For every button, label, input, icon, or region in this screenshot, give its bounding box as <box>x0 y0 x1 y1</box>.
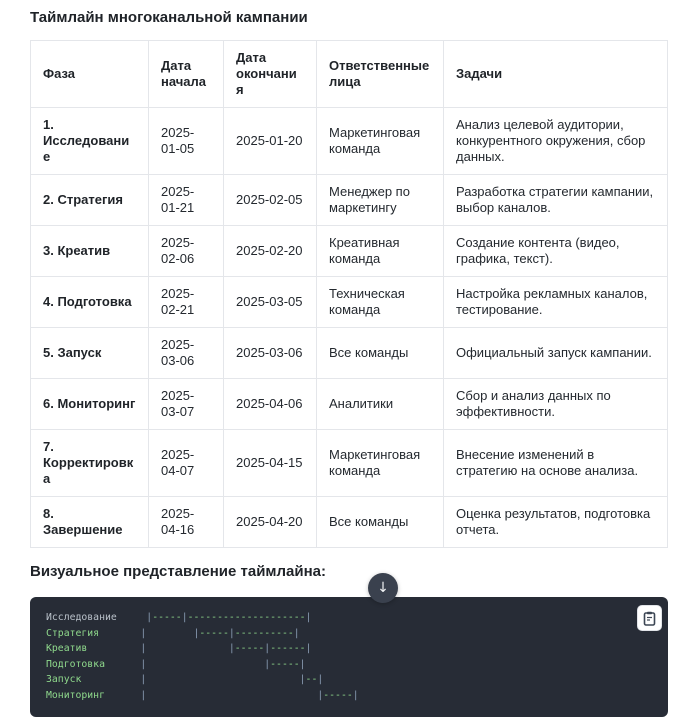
bar-dash: ----- <box>270 658 300 670</box>
bar-pipe: | <box>140 627 147 639</box>
table-cell-owners: Техническая команда <box>317 277 444 328</box>
table-cell-end: 2025-03-05 <box>224 277 317 328</box>
table-cell-end: 2025-02-05 <box>224 175 317 226</box>
column-header: Фаза <box>31 41 149 108</box>
timeline-phase-label: Исследование <box>46 612 117 623</box>
table-row <box>31 277 668 328</box>
bar-pipe: | <box>140 689 147 701</box>
timeline-line <box>46 626 658 642</box>
code-block <box>30 597 668 717</box>
bar-pipe: | <box>293 627 300 639</box>
timeline-phase-label: Креатив <box>46 643 88 655</box>
bar-pipe: | <box>181 612 188 623</box>
table-cell-start: 2025-04-16 <box>149 497 224 548</box>
table-cell-tasks: Сбор и анализ данных по эффективности. <box>444 379 668 430</box>
bar-dash: ----- <box>323 689 353 701</box>
table-cell-owners: Все команды <box>317 497 444 548</box>
table-cell-end: 2025-03-06 <box>224 328 317 379</box>
bar-pipe: | <box>193 627 200 639</box>
bar-pipe: | <box>140 658 147 670</box>
table-cell-phase: 5. Запуск <box>31 328 149 379</box>
table-cell-owners: Аналитики <box>317 379 444 430</box>
bar-pipe: | <box>228 627 235 639</box>
scroll-to-bottom-button[interactable] <box>368 573 398 603</box>
bar-pipe: | <box>305 612 312 623</box>
table-cell-tasks: Разработка стратегии кампании, выбор каналов. <box>444 175 668 226</box>
bar-pipe: | <box>317 674 324 686</box>
table-cell-tasks: Создание контента (видео, графика, текст). <box>444 226 668 277</box>
bar-dash: -------------------- <box>187 612 306 623</box>
table-row <box>31 379 668 430</box>
table-cell-start: 2025-01-21 <box>149 175 224 226</box>
table-row <box>31 175 668 226</box>
table-cell-start: 2025-02-21 <box>149 277 224 328</box>
table-cell-phase: 7. Корректировка <box>31 430 149 497</box>
bar-dash: -- <box>305 674 318 686</box>
table-cell-start: 2025-03-06 <box>149 328 224 379</box>
bar-pipe: | <box>352 689 359 701</box>
table-cell-phase: 3. Креатив <box>31 226 149 277</box>
table-cell-tasks: Настройка рекламных каналов, тестирование. <box>444 277 668 328</box>
bar-dash: ----- <box>199 627 229 639</box>
table-cell-start: 2025-03-07 <box>149 379 224 430</box>
table-cell-start: 2025-01-05 <box>149 108 224 175</box>
table-cell-end: 2025-02-20 <box>224 226 317 277</box>
timeline-phase-label: Стратегия <box>46 627 100 639</box>
timeline-line <box>46 672 658 688</box>
table-cell-owners: Маркетинговая команда <box>317 108 444 175</box>
timeline-line <box>46 641 658 657</box>
bar-pipe: | <box>264 643 271 655</box>
timeline-subtitle: Визуальное представление таймлайна: <box>30 563 327 580</box>
table-cell-end: 2025-01-20 <box>224 108 317 175</box>
column-header: Дата окончания <box>224 41 317 108</box>
column-header: Дата начала <box>149 41 224 108</box>
table-cell-tasks: Анализ целевой аудитории, конкурентного окружения, сбор данных. <box>444 108 668 175</box>
table-cell-start: 2025-04-07 <box>149 430 224 497</box>
bar-pipe: | <box>228 643 235 655</box>
table-row <box>31 328 668 379</box>
table-cell-tasks: Внесение изменений в стратегию на основе анализа. <box>444 430 668 497</box>
bar-pipe: | <box>317 689 324 701</box>
table-cell-phase: 8. Завершение <box>31 497 149 548</box>
table-cell-start: 2025-02-06 <box>149 226 224 277</box>
arrow-down-icon: ↓ <box>377 580 389 596</box>
table-row <box>31 430 668 497</box>
column-header: Ответственные лица <box>317 41 444 108</box>
table-cell-end: 2025-04-06 <box>224 379 317 430</box>
table-row <box>31 497 668 548</box>
column-header: Задачи <box>444 41 668 108</box>
copy-code-button[interactable] <box>637 605 662 631</box>
bar-pipe: | <box>305 643 312 655</box>
ascii-timeline <box>30 597 668 714</box>
timeline-line <box>46 610 658 626</box>
table-row <box>31 108 668 175</box>
campaign-timeline-table <box>30 40 668 548</box>
table-cell-phase: 1. Исследование <box>31 108 149 175</box>
bar-pipe: | <box>146 612 153 623</box>
bar-dash: ------ <box>270 643 306 655</box>
table-cell-owners: Менеджер по маркетингу <box>317 175 444 226</box>
table-header-row <box>31 41 668 108</box>
timeline-phase-label: Мониторинг <box>46 689 105 701</box>
table-cell-tasks: Оценка результатов, подготовка отчета. <box>444 497 668 548</box>
timeline-phase-label: Подготовка <box>46 658 105 670</box>
timeline-line <box>46 688 658 704</box>
table-cell-owners: Все команды <box>317 328 444 379</box>
table-cell-phase: 4. Подготовка <box>31 277 149 328</box>
bar-pipe: | <box>299 674 306 686</box>
bar-pipe: | <box>140 643 147 655</box>
table-cell-phase: 2. Стратегия <box>31 175 149 226</box>
clipboard-icon <box>643 611 656 626</box>
table-cell-end: 2025-04-15 <box>224 430 317 497</box>
timeline-line <box>46 657 658 673</box>
bar-pipe: | <box>140 674 147 686</box>
bar-dash: ---------- <box>234 627 294 639</box>
table-cell-tasks: Официальный запуск кампании. <box>444 328 668 379</box>
table-cell-phase: 6. Мониторинг <box>31 379 149 430</box>
bar-pipe: | <box>264 658 271 670</box>
bar-pipe: | <box>299 658 306 670</box>
table-row <box>31 226 668 277</box>
bar-dash: ----- <box>234 643 265 655</box>
table-cell-owners: Креативная команда <box>317 226 444 277</box>
page-title: Таймлайн многоканальной кампании <box>30 9 308 26</box>
table-cell-owners: Маркетинговая команда <box>317 430 444 497</box>
bar-dash: ----- <box>152 612 182 623</box>
table-cell-end: 2025-04-20 <box>224 497 317 548</box>
timeline-phase-label: Запуск <box>46 674 82 686</box>
